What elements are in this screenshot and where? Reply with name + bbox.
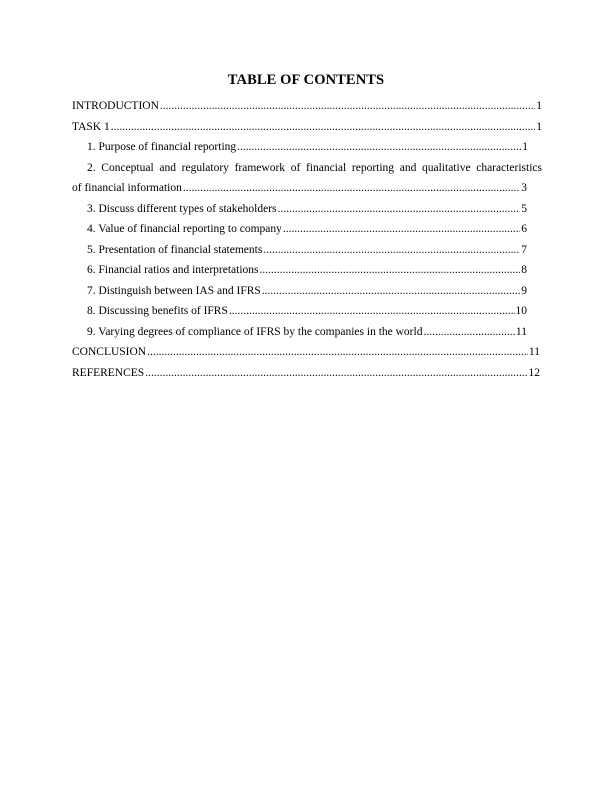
toc-page-number: 11 bbox=[515, 325, 527, 338]
toc-page-number: 8 bbox=[521, 264, 527, 276]
toc-title: TABLE OF CONTENTS bbox=[227, 72, 385, 88]
toc-page-number: 5 bbox=[521, 202, 527, 215]
toc-dot-leader bbox=[229, 305, 515, 317]
toc-page-number: 3 bbox=[521, 182, 527, 194]
toc-entry-task-1[interactable] bbox=[72, 121, 542, 142]
toc-dot-leader bbox=[145, 367, 527, 379]
toc-page-number: 1 bbox=[522, 141, 528, 153]
toc-page-number: 1 bbox=[536, 100, 542, 112]
toc-entry-label: 3. Discuss different types of stakeholders bbox=[87, 202, 277, 215]
toc-list bbox=[72, 100, 542, 387]
toc-entry-label: TASK 1 bbox=[72, 120, 110, 133]
toc-dot-leader bbox=[183, 182, 520, 194]
toc-entry-label: 4. Value of financial reporting to company bbox=[87, 223, 282, 235]
toc-entry-ias-ifrs[interactable] bbox=[72, 285, 527, 306]
toc-entry-label: REFERENCES bbox=[72, 366, 145, 379]
toc-page-number: 6 bbox=[521, 223, 527, 235]
toc-dot-leader bbox=[260, 264, 521, 276]
toc-dot-leader bbox=[423, 326, 514, 338]
toc-page-number: 10 bbox=[515, 305, 527, 317]
toc-entry-conceptual-line1[interactable] bbox=[72, 162, 542, 183]
toc-page-number: 1 bbox=[536, 120, 542, 133]
toc-entry-label: CONCLUSION bbox=[72, 346, 147, 358]
toc-entry-ratios[interactable] bbox=[72, 264, 527, 285]
toc-entry-label: 7. Distinguish between IAS and IFRS bbox=[87, 284, 261, 297]
toc-entry-label-line2: of financial information bbox=[72, 182, 182, 194]
toc-entry-label: 5. Presentation of financial statements bbox=[87, 243, 263, 256]
toc-entry-references[interactable] bbox=[72, 367, 540, 388]
toc-entry-label: INTRODUCTION bbox=[72, 100, 159, 112]
toc-entry-label-line1: 2. Conceptual and regulatory framework of financial reporting and qualitative characteristics bbox=[87, 161, 542, 174]
toc-page-number: 9 bbox=[521, 284, 527, 297]
toc-entry-label: 6. Financial ratios and interpretations bbox=[87, 264, 259, 276]
toc-entry-compliance[interactable] bbox=[72, 326, 527, 347]
toc-entry-presentation[interactable] bbox=[72, 244, 527, 265]
toc-dot-leader bbox=[263, 244, 520, 256]
toc-dot-leader bbox=[278, 203, 521, 215]
toc-entry-label: 8. Discussing benefits of IFRS bbox=[87, 305, 228, 317]
toc-entry-label: 9. Varying degrees of compliance of IFRS by the companies in the world bbox=[87, 325, 423, 338]
toc-entry-conclusion[interactable] bbox=[72, 346, 540, 367]
toc-dot-leader bbox=[283, 223, 520, 235]
toc-entry-label: 1. Purpose of financial reporting bbox=[87, 141, 237, 153]
toc-dot-leader bbox=[237, 141, 521, 153]
toc-page-number: 11 bbox=[528, 346, 540, 358]
toc-dot-leader bbox=[147, 346, 528, 358]
toc-entry-stakeholders[interactable] bbox=[72, 203, 527, 224]
toc-entry-introduction[interactable] bbox=[72, 100, 542, 121]
toc-page-number: 7 bbox=[521, 243, 527, 256]
toc-dot-leader bbox=[111, 121, 536, 133]
toc-dot-leader bbox=[160, 100, 535, 112]
toc-entry-value[interactable] bbox=[72, 223, 527, 244]
toc-page-number: 12 bbox=[528, 366, 540, 379]
toc-dot-leader bbox=[262, 285, 520, 297]
toc-entry-conceptual-line2[interactable] bbox=[72, 182, 527, 203]
toc-entry-benefits[interactable] bbox=[72, 305, 527, 326]
toc-entry-purpose[interactable] bbox=[72, 141, 528, 162]
